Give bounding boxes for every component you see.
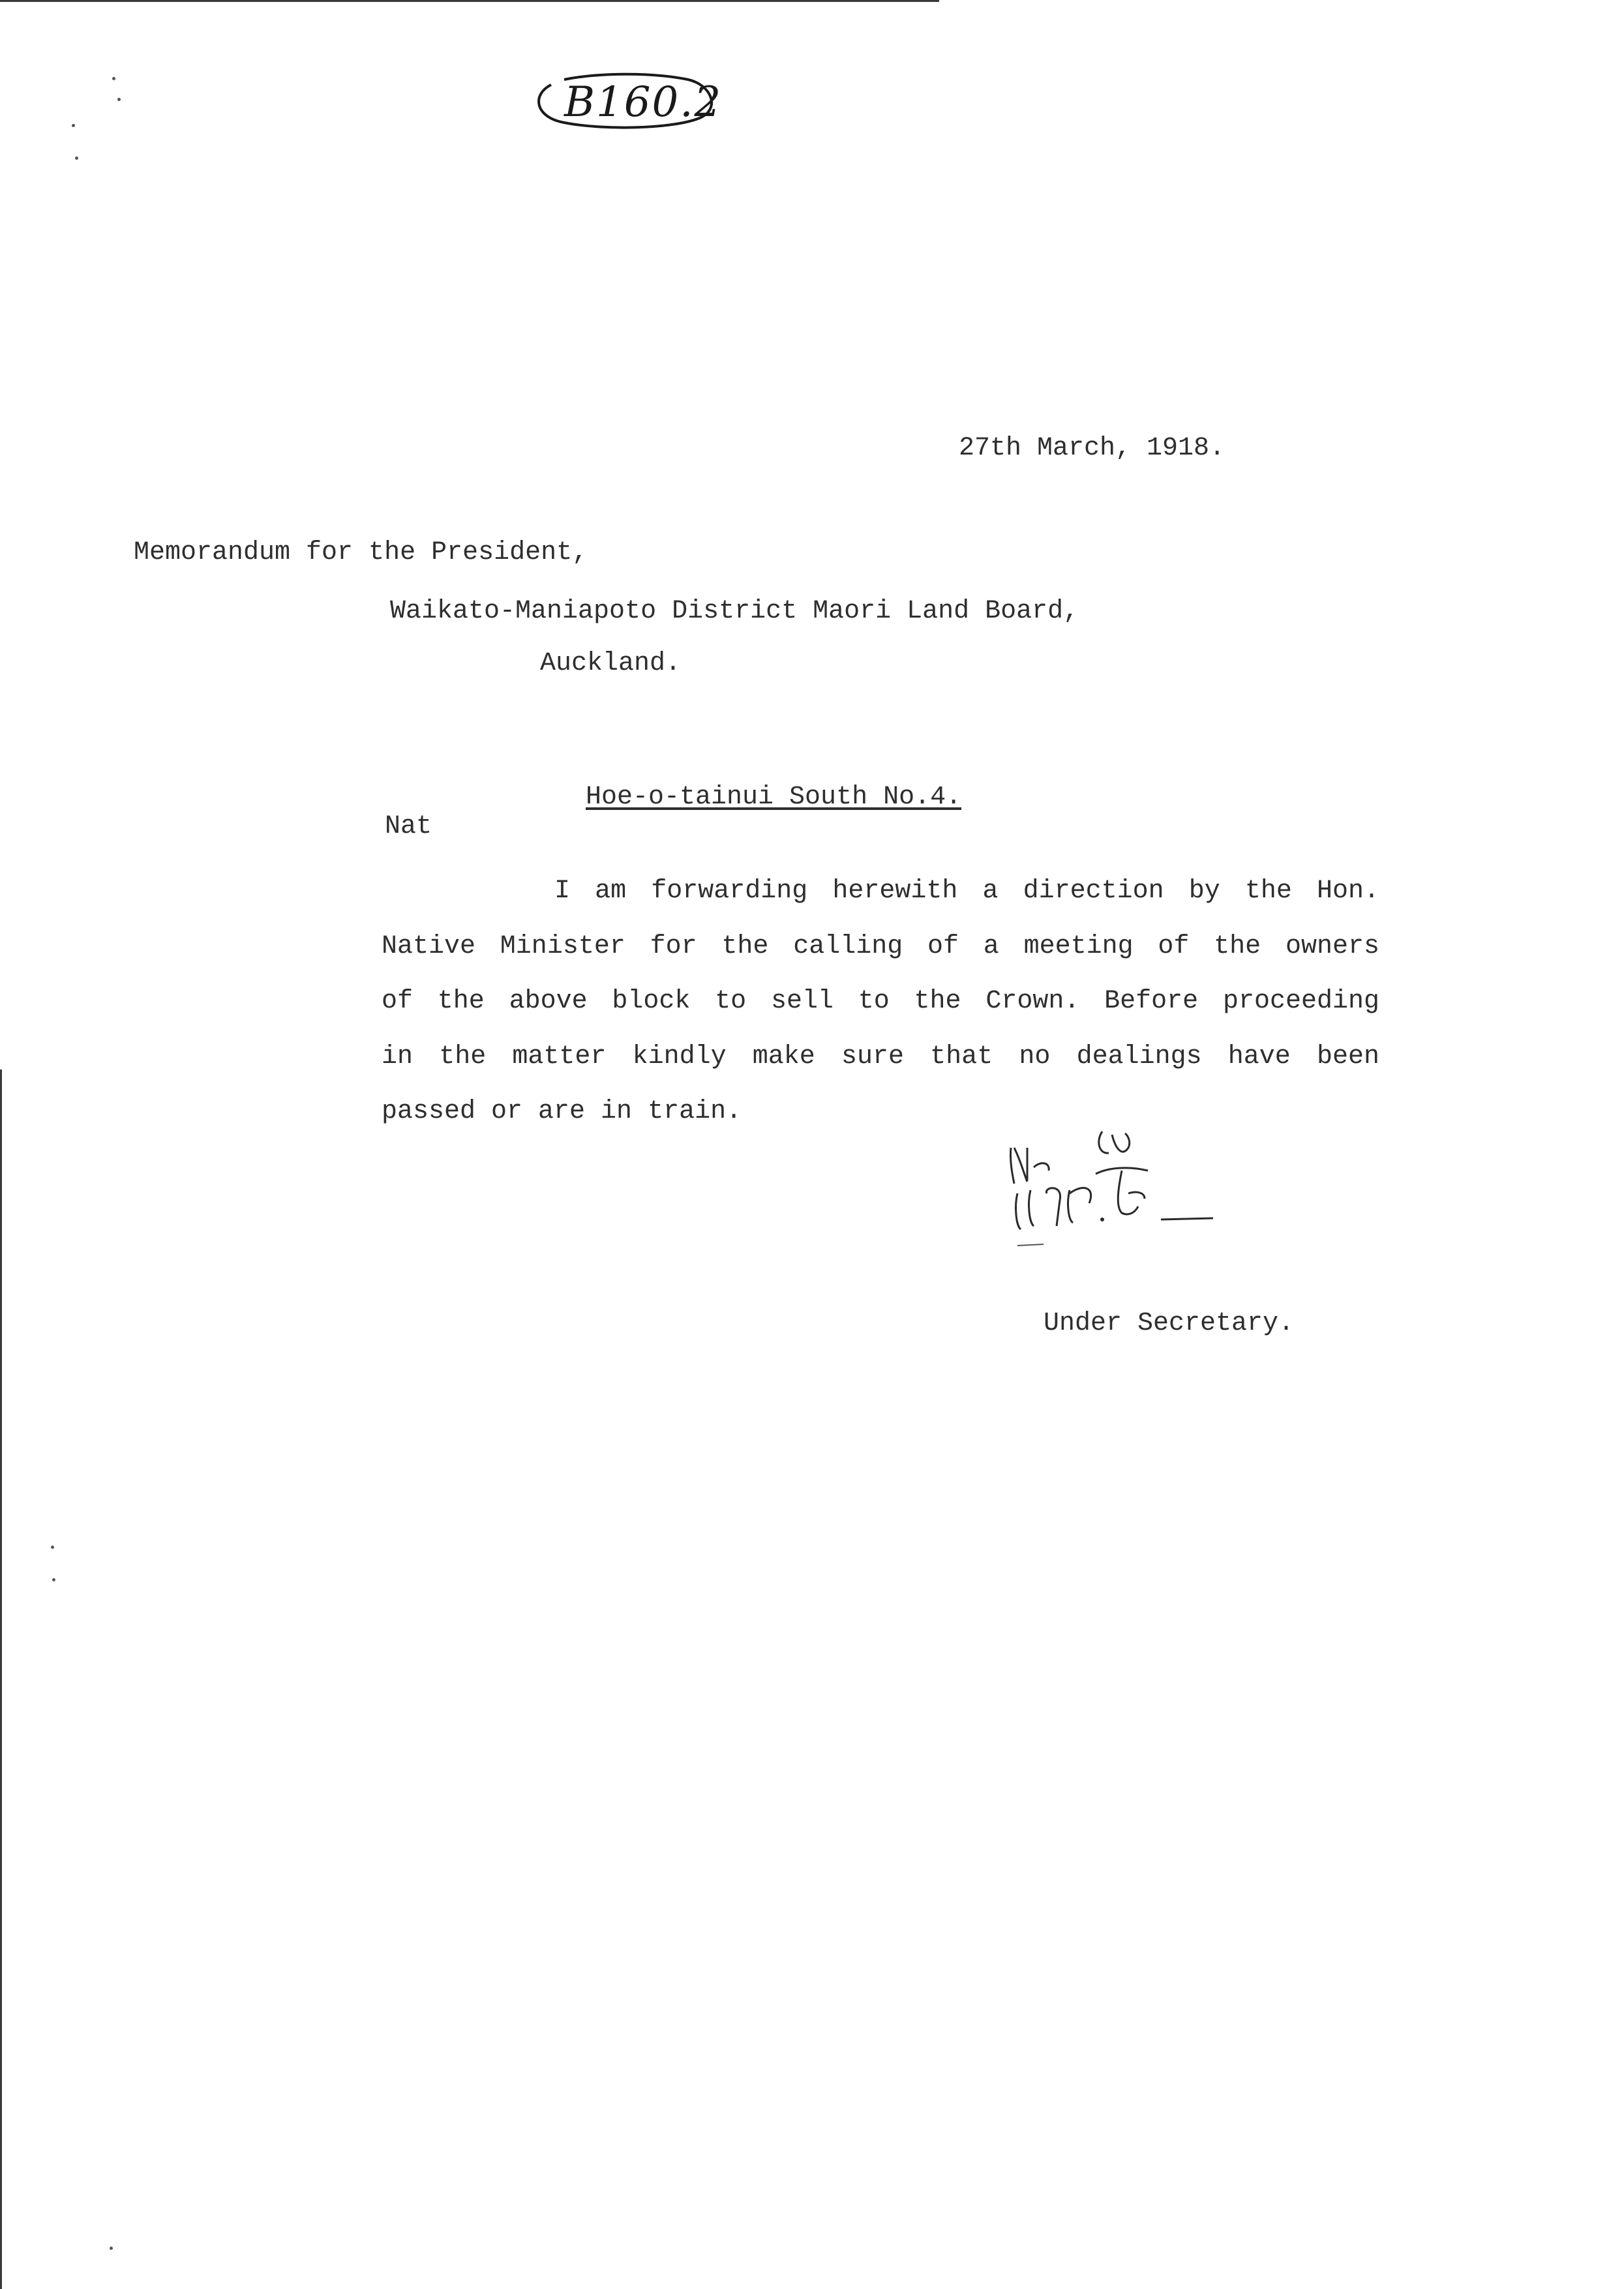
scan-speck bbox=[51, 1546, 54, 1549]
subject-heading: Hoe-o-tainui South No.4. bbox=[586, 783, 962, 812]
scan-speck bbox=[72, 124, 75, 127]
scan-speck bbox=[52, 1578, 55, 1581]
scan-speck bbox=[112, 77, 115, 80]
body-line: of the above block to sell to the Crown. Before proceeding bbox=[382, 987, 1379, 1016]
handwritten-signature bbox=[998, 1122, 1233, 1265]
body-line: I am forwarding herewith a direction by the Hon. bbox=[554, 876, 1379, 906]
scan-speck bbox=[75, 157, 78, 160]
scan-speck bbox=[117, 98, 121, 101]
file-reference-number: B160.2 bbox=[564, 78, 723, 127]
memo-body bbox=[382, 864, 1379, 1140]
body-line: passed or are in train. bbox=[382, 1097, 742, 1126]
body-line: Native Minister for the calling of a meeting of the owners bbox=[382, 931, 1379, 961]
addressee-line-3: Auckland. bbox=[540, 649, 682, 678]
file-reference-stamp bbox=[525, 65, 721, 143]
letter-date: 27th March, 1918. bbox=[959, 434, 1226, 463]
signoff-title: Under Secretary. bbox=[1044, 1309, 1295, 1338]
body-line: in the matter kindly make sure that no dealings have been bbox=[382, 1041, 1379, 1071]
reference-mark: Nat bbox=[385, 812, 432, 841]
addressee-line-2: Waikato-Maniapoto District Maori Land Board, bbox=[390, 597, 1079, 626]
addressee-line-1: Memorandum for the President, bbox=[134, 538, 588, 567]
scan-speck bbox=[110, 2247, 113, 2250]
page-top-edge bbox=[0, 0, 939, 2]
page-left-edge bbox=[0, 1070, 2, 2289]
